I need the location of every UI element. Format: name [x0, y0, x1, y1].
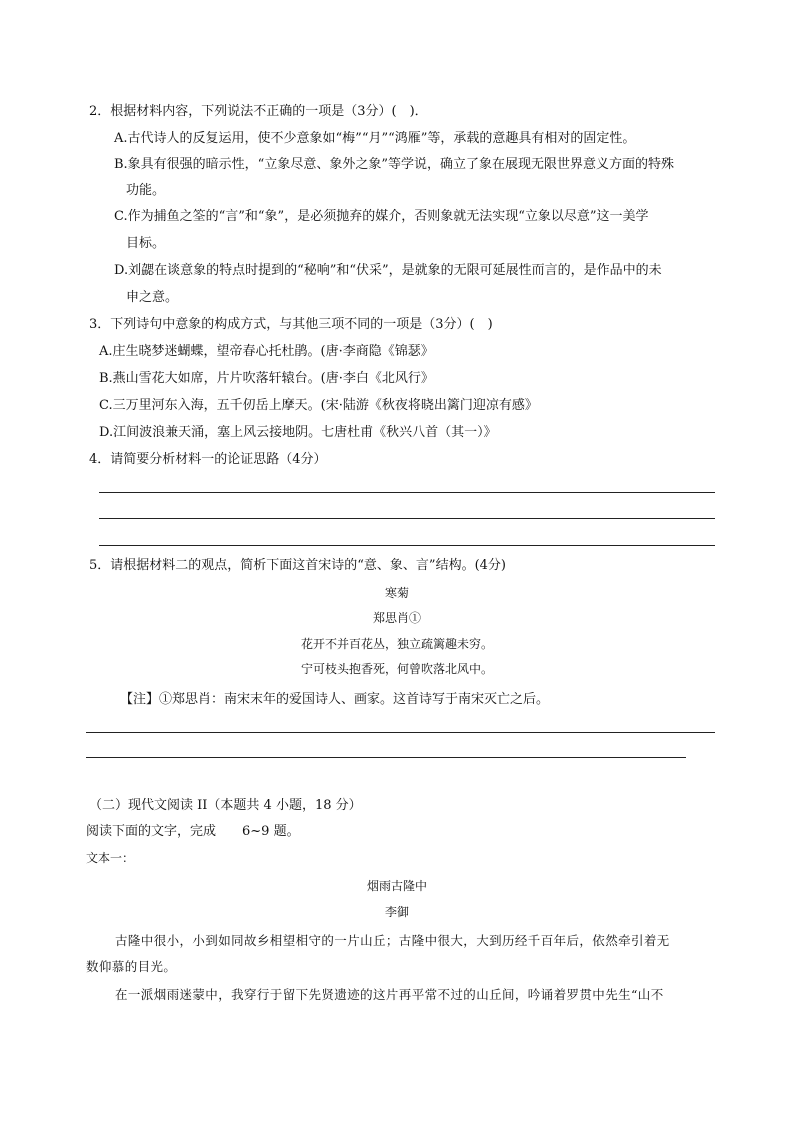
q2-option-a[interactable]: A.古代诗人的反复运用，使不少意象如“梅”“月”“鸿雁”等，承载的意趣具有相对的固定性。 [114, 131, 636, 146]
q4-answer-line-1[interactable] [99, 492, 715, 493]
q2-option-d[interactable]: D.刘勰在谈意象的特点时提到的“秘响”和“伏采”，是就象的无限可延展性而言的，是作品中的未 [114, 263, 662, 278]
q3-stem: 3．下列诗句中意象的构成方式，与其他三项不同的一项是（3分）( ) [89, 317, 493, 332]
q2-option-c-cont: 目标。 [126, 236, 166, 251]
q4-answer-line-3[interactable] [99, 545, 715, 546]
section-heading: （二）现代文阅读 II（本题共 4 小题，18 分） [89, 798, 362, 813]
article-paragraph-1: 古隆中很小，小到如同故乡相望相守的一片山丘；古隆中很大，大到历经千百年后，依然牵引着无 [115, 933, 670, 948]
poem-title: 寒菊 [384, 586, 409, 600]
q4-answer-line-2[interactable] [99, 518, 715, 519]
q2-option-b[interactable]: B.象具有很强的暗示性，“立象尽意、象外之象”等学说，确立了象在展现无限世界意义方面的特殊 [114, 157, 674, 172]
poem-note: 【注】①郑思肖：南宋末年的爱国诗人、画家。这首诗写于南宋灭亡之后。 [120, 692, 550, 707]
article-paragraph-1-cont: 数仰慕的目光。 [86, 959, 177, 974]
q2-stem: 2．根据材料内容，下列说法不正确的一项是（3分）( )． [89, 104, 428, 119]
article-author: 李御 [384, 905, 409, 919]
article-title: 烟雨古隆中 [366, 879, 427, 893]
poem-line-2: 宁可枝头抱香死，何曾吹落北风中。 [300, 662, 493, 676]
q5-answer-line-2[interactable] [86, 757, 686, 758]
article-paragraph-2: 在一派烟雨迷蒙中，我穿行于留下先贤遗迹的这片再平常不过的山丘间，吟诵着罗贯中先生“山不 [115, 987, 664, 1002]
q2-option-d-cont: 申之意。 [126, 290, 179, 305]
text-label: 文本一： [86, 851, 135, 865]
q3-option-b[interactable]: B.燕山雪花大如席，片片吹落轩辕台。(唐·李白《北风行》 [99, 371, 434, 386]
q4-stem: 4．请简要分析材料一的论证思路（4分） [89, 452, 327, 467]
q5-answer-line-1[interactable] [86, 732, 715, 733]
q5-stem: 5．请根据材料二的观点，简析下面这首宋诗的“意、象、言”结构。(4分) [89, 558, 506, 573]
q3-option-d[interactable]: D.江间波浪兼天涌，塞上风云接地阴。七唐杜甫《秋兴八首（其一）》 [99, 425, 497, 440]
q3-option-a[interactable]: A.庄生晓梦迷蝴蝶，望帝春心托杜鹃。(唐·李商隐《锦瑟》 [99, 344, 434, 359]
section-instruction: 阅读下面的文字，完成 6~9 题。 [86, 824, 300, 839]
poem-author: 郑思肖① [372, 611, 421, 625]
q2-option-b-cont: 功能。 [126, 183, 166, 198]
q3-option-c[interactable]: C.三万里河东入海，五千仞岳上摩天。(宋·陆游《秋夜将晓出篱门迎凉有感》 [99, 398, 538, 413]
q2-option-c[interactable]: C.作为捕鱼之筌的“言”和“象”，是必须抛弃的媒介，否则象就无法实现“立象以尽意”这一美学 [114, 209, 649, 224]
poem-line-1: 花开不并百花丛，独立疏篱趣未穷。 [300, 637, 493, 651]
